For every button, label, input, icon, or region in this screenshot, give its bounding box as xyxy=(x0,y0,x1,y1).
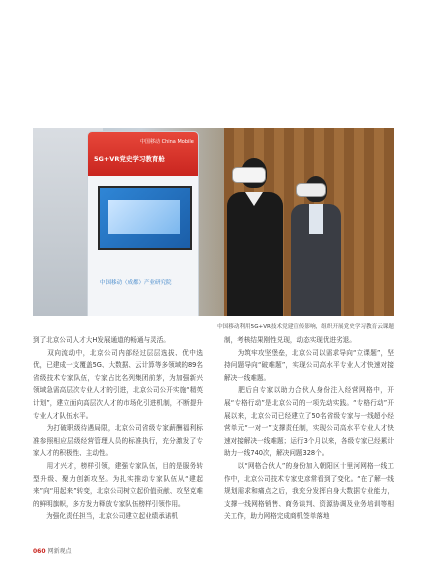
china-mobile-logo: 中国移动 China Mobile xyxy=(140,139,194,145)
page-footer xyxy=(33,546,71,555)
vr-headset-icon xyxy=(297,184,325,196)
person-woman-vr xyxy=(223,158,285,316)
booth-header xyxy=(88,132,198,176)
paragraph: 到了北京公司人才大H发展通道的畅通与灵活。 xyxy=(33,336,170,344)
paragraph: 为强化责任担当，北京公司建立起业绩承诺机 xyxy=(33,512,179,521)
article-column-right xyxy=(224,334,394,523)
booth-subtitle: 中国移动（成都）产业研究院 xyxy=(100,280,172,286)
vr-booth xyxy=(88,132,198,316)
vr-headset-icon xyxy=(233,168,265,182)
page-number: 060 xyxy=(33,548,46,555)
paragraph: 制，考核结果刚性兑现，动态实现优进劣退。 xyxy=(224,336,356,344)
article-photo xyxy=(33,128,394,316)
booth-title: 5G+VR党史学习教育舱 xyxy=(94,155,165,163)
paragraph: 为打破职级待遇局限，北京公司省级专家薪酬福利标准参照相应层级经营管理人员的标准执行，充分激发了专家人才的积极性、主动性。 xyxy=(33,424,203,458)
paragraph: 肥后自专家以助力合伙人身份注入经营网格中，开展“专格行动”是北京公司的一项先动实践。“专格行动”开展以来，北京公司已经建立了50名省级专家与一线超小经营单元“一对一”支撑责任制，实现公司高水平专业人才快速对接解决一线难题；运行3个月以来，各级专家已经累计助力一线740次，解决问题328个。 xyxy=(224,386,394,458)
article-column-left xyxy=(33,334,203,523)
photo-caption: 中国移动利用5G+VR技术党建宣传影响，组织开展党史学习教育云课题 xyxy=(217,324,394,330)
magazine-name: 网新观点 xyxy=(47,548,72,555)
paragraph: 用才兴才，榜样引领，建强专家队伍，目的是服务转型升级、聚力创新攻坚。为扎实推动专家队伍从“建起来”向“用起来”转变，北京公司树立起价值贡献、攻坚克难的鲜明旗帜，多方发力释放专家队伍榜样引领作用。 xyxy=(33,461,203,508)
paragraph: 为筑牢攻坚堡垒，北京公司以需求导向“立课题”，坚持问题导向“破难题”，实现公司高水平专业人才快速对接解决一线难题。 xyxy=(224,348,394,382)
person-man-vr xyxy=(291,176,341,316)
screen-display xyxy=(108,200,180,234)
paragraph: 以“网格合伙人”的身份加入朝阳区十里河网格一线工作中，北京公司技术专家史彦常看到了变化。“在了解一线规划需求和痛点之后，我充分发挥自身大数据专业能力，支撑一线网格销售、商务谈判、资源协调及业务培训等相关工作，助力网格完成商机签单落地 xyxy=(224,461,394,521)
paragraph: 双向流动中，北京公司内部经过层层选拔、优中选优，已建成一支覆盖5G、大数据、云计算等多领域的89名省级技术专家队伍，专家占比名列集团前茅，为加强新兴领域急需高层次专业人才的引进，北京公司公开实施“精英计划”，建立面向高层次人才的市场化引进机制，不断提升专业人才队伍水平。 xyxy=(33,348,203,420)
booth-screen xyxy=(98,186,192,250)
